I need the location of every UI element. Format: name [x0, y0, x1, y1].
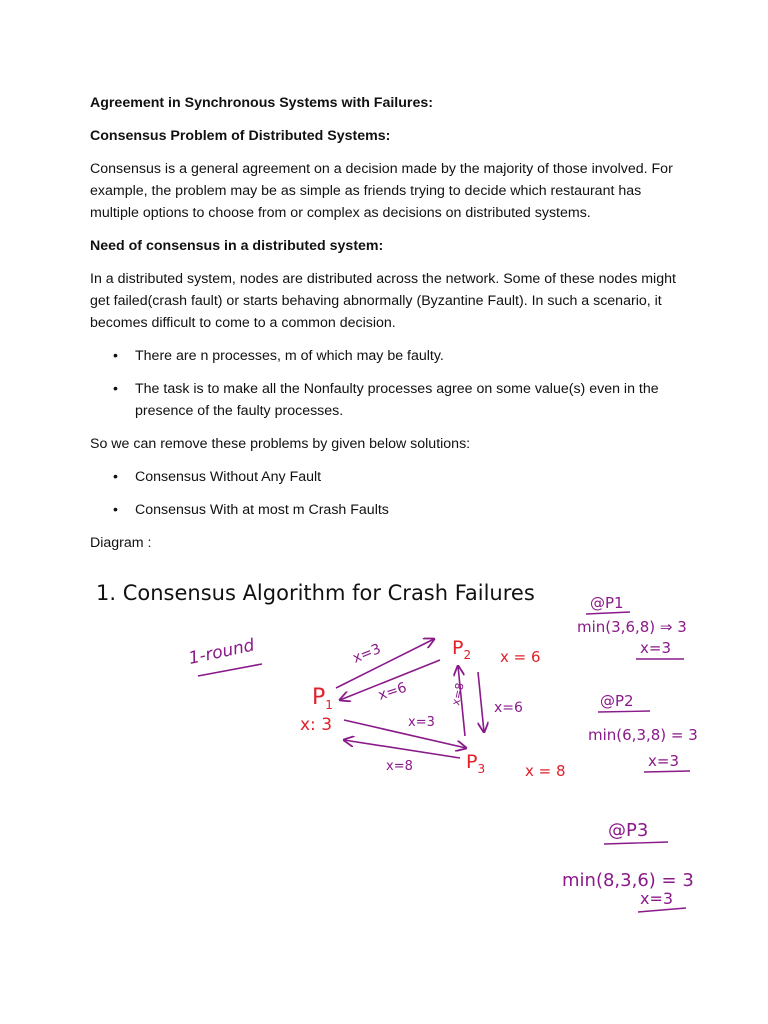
list-item: • There are n processes, m of which may be faulty.: [135, 345, 690, 367]
paragraph-consensus-definition: Consensus is a general agreement on a decision made by the majority of those involved. For example, the problem may be as simple as friends trying to decide which restaurant has multiple options to choose from or complex as decisions on distributed systems.: [90, 161, 673, 221]
node-p2-value: x = 6: [500, 648, 541, 666]
paragraph-distributed-system: In a distributed system, nodes are distributed across the network. Some of these nodes might get failed(crash fault) or starts behaving abnormally (Byzantine Fault). In such a scenario, it becomes difficult to come to a common decision.: [90, 271, 676, 331]
edge-label-p3-p2: x=8: [449, 681, 467, 707]
note-p3-at: @P3: [608, 820, 649, 841]
note-p1-underline: [586, 612, 630, 614]
consensus-diagram: [0, 560, 768, 960]
paragraph-solutions-intro: So we can remove these problems by given below solutions:: [90, 436, 471, 452]
note-p3-result-underline: [638, 908, 686, 912]
note-p1-result: x=3: [640, 639, 671, 657]
list-item: • The task is to make all the Nonfaulty processes agree on some value(s) even in the presence of the faulty processes.: [135, 378, 690, 422]
list-item: • Consensus Without Any Fault: [135, 466, 690, 488]
note-p2-underline: [598, 711, 650, 712]
diagram-label: Diagram :: [90, 535, 152, 551]
document-body: [90, 92, 690, 565]
edge-label-p2-p1: x=6: [376, 679, 409, 704]
node-p3: $P_3$: [466, 751, 486, 776]
heading-need-of-consensus: Need of consensus in a distributed system:: [90, 238, 384, 254]
list-item: • Consensus With at most m Crash Faults: [135, 499, 690, 521]
note-p2-result-underline: [644, 771, 690, 772]
note-p1-at: @P1: [590, 594, 624, 612]
edge-p1-to-p3: [344, 720, 466, 748]
edge-p1-to-p2: [336, 639, 434, 688]
node-p3-value: x = 8: [525, 762, 566, 780]
edge-label-p1-p2: x=3: [350, 641, 384, 667]
heading-consensus-problem: Consensus Problem of Distributed Systems:: [90, 128, 391, 144]
note-p2-result: x=3: [648, 752, 679, 770]
node-p1: $P_1$: [312, 685, 333, 712]
bullet-list-problems: [90, 345, 690, 422]
round-label: 1-round: [186, 635, 257, 669]
note-p2-calc: min(6,3,8) = 3: [588, 726, 698, 744]
heading-agreement: Agreement in Synchronous Systems with Failures:: [90, 95, 433, 111]
edge-label-p3-p1: x=8: [386, 759, 413, 774]
diagram-title: 1. Consensus Algorithm for Crash Failures: [96, 581, 535, 605]
bullet-list-solutions: [90, 466, 690, 521]
edge-label-p1-p3: x=3: [408, 715, 435, 730]
edge-label-p2-p3: x=6: [494, 700, 523, 716]
edge-p2-to-p3: [478, 672, 484, 732]
node-p2: $P_2$: [452, 637, 472, 662]
node-p1-value: x: 3: [300, 715, 333, 735]
note-p3-underline: [604, 842, 668, 844]
round-underline: [198, 664, 262, 676]
note-p1-calc: min(3,6,8) ⇒ 3: [577, 618, 687, 636]
note-p3-result: x=3: [640, 889, 674, 908]
note-p2-at: @P2: [600, 692, 634, 710]
note-p3-calc: min(8,3,6) = 3: [562, 870, 694, 891]
